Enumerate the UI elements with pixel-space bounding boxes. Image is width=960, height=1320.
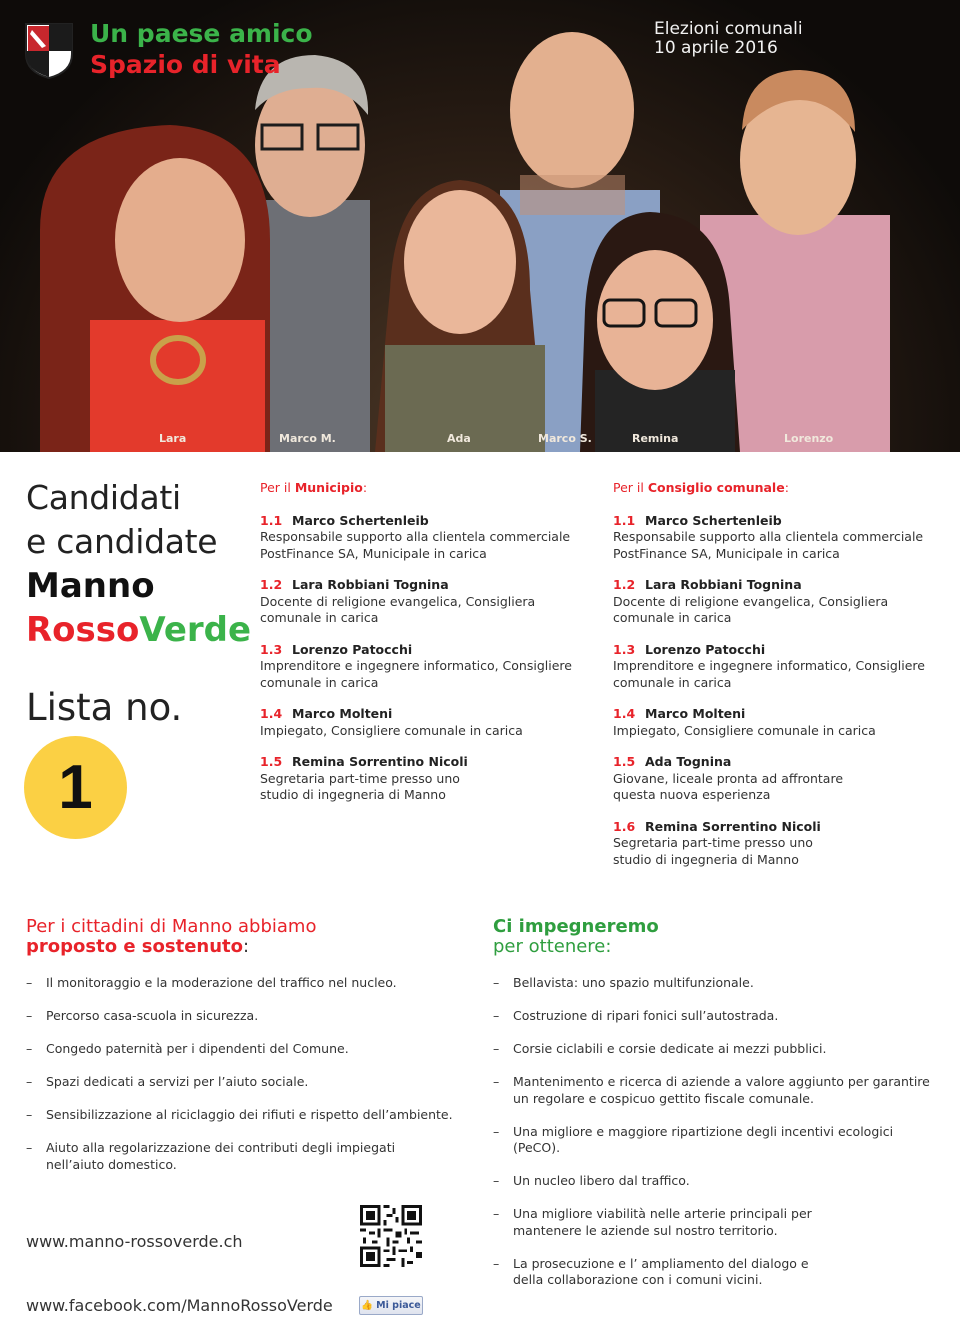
candidate-name: Ada Tognina [645, 754, 732, 769]
goals-heading-line-2: per ottenere: [493, 936, 612, 957]
list-item: – La prosecuzione e l’ ampliamento del dialogo e della collaborazione con i comuni vicini. [493, 1255, 809, 1287]
list-item: – Costruzione di ripari fonici sull’autostrada. [493, 1008, 779, 1023]
candidate-number: 1.4 [260, 706, 283, 721]
list-item: – Una migliore e maggiore ripartizione degli incentivi ecologici (PeCO). [493, 1123, 894, 1155]
candidate-number: 1.3 [260, 641, 283, 657]
list-item-text: Corsie ciclabili e corsie dedicate ai mezzi pubblici. [513, 1041, 827, 1056]
list-item: – Una migliore viabilità nelle arterie principali per mantenere le aziende sul nostro territorio. [493, 1206, 812, 1238]
list-item-text: Il monitoraggio e la moderazione del traffico nel nucleo. [46, 975, 397, 990]
candidate-name: Marco Molteni [645, 706, 746, 721]
candidate-name: Lorenzo Patocchi [645, 641, 766, 657]
candidate-item [260, 754, 600, 804]
candidate-number: 1.5 [613, 754, 636, 769]
photo-label-marco-s: Marco S. [538, 432, 592, 445]
consiglio-heading [613, 480, 953, 497]
photo-label-lorenzo: Lorenzo [784, 432, 834, 445]
list-item: – Corsie ciclabili e corsie dedicate ai mezzi pubblici. [493, 1041, 827, 1056]
candidate-number: 1.1 [613, 512, 636, 528]
candidate-number: 1.5 [260, 754, 283, 769]
achievements-section [26, 917, 466, 1190]
qr-code-icon [360, 1205, 422, 1267]
candidate-item [260, 513, 600, 563]
election-day: 10 aprile 2016 [654, 38, 778, 58]
municipio-heading-suffix: : [362, 480, 368, 495]
candidate-description: Giovane, liceale pronta ad affrontare questa nuova esperienza [613, 770, 844, 802]
goals-list [493, 975, 933, 1289]
achievements-heading-suffix: : [243, 936, 250, 957]
list-item-text: Aiuto alla regolarizzazione dei contributi degli impiegati nell’aiuto domestico. [46, 1140, 396, 1172]
election-title: Elezioni comunali [654, 19, 803, 39]
party-name-green: Verde [139, 610, 252, 650]
candidate-name: Lara Robbiani Tognina [292, 577, 449, 592]
candidate-item [260, 706, 600, 739]
slogan-line-2: Spazio di vita [90, 50, 281, 79]
slogan [90, 18, 313, 80]
candidate-number: 1.4 [613, 706, 636, 721]
like-button[interactable] [359, 1296, 423, 1315]
list-item: – Il monitoraggio e la moderazione del traffico nel nucleo. [26, 975, 397, 990]
list-item-text: Percorso casa-scuola in sicurezza. [46, 1008, 259, 1023]
candidate-name: Marco Schertenleib [292, 512, 429, 528]
candidate-name: Remina Sorrentino Nicoli [645, 818, 821, 834]
goals-section [493, 917, 933, 1305]
party-name-red: Rosso [26, 610, 140, 650]
candidate-number: 1.2 [260, 577, 283, 592]
consiglio-candidates [613, 480, 953, 883]
candidate-name: Lara Robbiani Tognina [645, 577, 802, 592]
list-item: – Percorso casa-scuola in sicurezza. [26, 1008, 259, 1023]
candidate-name: Lorenzo Patocchi [292, 641, 413, 657]
list-label: Lista no. [26, 686, 183, 729]
list-item-text: Congedo paternità per i dipendenti del Comune. [46, 1041, 349, 1056]
hero-photo [0, 0, 960, 452]
achievements-heading-line-2 [26, 937, 466, 957]
candidate-name: Marco Molteni [292, 706, 393, 721]
list-item-text: La prosecuzione e l’ ampliamento del dialogo e della collaborazione con i comuni vicini. [513, 1255, 809, 1287]
consiglio-heading-suffix: : [784, 480, 789, 495]
list-item: – Mantenimento e ricerca di aziende a valore aggiunto per garantire un regolare e cospicuo gettito fiscale comunale. [493, 1074, 930, 1106]
candidate-item [613, 513, 953, 563]
candidate-description: Segretaria part-time presso uno studio di ingegneria di Manno [260, 770, 460, 802]
goals-heading-line-1: Ci impegneremo [493, 916, 659, 937]
list-item: – Aiuto alla regolarizzazione dei contributi degli impiegati nell’aiuto domestico. [26, 1140, 396, 1172]
municipio-heading [260, 480, 600, 497]
candidate-name: Marco Schertenleib [645, 512, 782, 528]
list-item-text: Una migliore e maggiore ripartizione degli incentivi ecologici (PeCO). [513, 1123, 894, 1155]
facebook-link[interactable]: www.facebook.com/MannoRossoVerde [26, 1296, 333, 1315]
candidate-description: Imprenditore e ingegnere informatico, Consigliere comunale in carica [613, 658, 925, 690]
candidate-description: Segretaria part-time presso uno studio di ingegneria di Manno [613, 835, 813, 867]
municipio-heading-name: Municipio [294, 480, 363, 495]
title-town: Manno [26, 566, 155, 606]
candidate-item [613, 642, 953, 692]
title-line-2: e candidate [26, 522, 218, 561]
list-number: 1 [58, 753, 93, 822]
website-link[interactable]: www.manno-rossoverde.ch [26, 1232, 243, 1251]
page-title [26, 476, 252, 652]
municipio-heading-prefix: Per il [260, 480, 295, 495]
photo-label-marco-m: Marco M. [279, 432, 336, 445]
achievements-list [26, 975, 466, 1173]
candidate-description: Responsabile supporto alla clientela commerciale PostFinance SA, Municipale in carica [613, 529, 924, 561]
list-item: – Bellavista: uno spazio multifunzionale. [493, 975, 754, 990]
photo-label-remina: Remina [632, 432, 679, 445]
candidate-number: 1.2 [613, 577, 636, 592]
candidate-item [613, 819, 953, 869]
list-item-text: Bellavista: uno spazio multifunzionale. [513, 975, 754, 990]
candidate-description: Impiegato, Consigliere comunale in carica [613, 722, 876, 738]
candidate-description: Responsabile supporto alla clientela commerciale PostFinance SA, Municipale in carica [260, 529, 571, 561]
list-item-text: Costruzione di ripari fonici sull’autostrada. [513, 1008, 779, 1023]
thumbs-up-icon: 👍 [361, 1300, 374, 1311]
candidate-description: Impiegato, Consigliere comunale in carica [260, 722, 523, 738]
list-item: – Congedo paternità per i dipendenti del Comune. [26, 1041, 349, 1056]
consiglio-heading-prefix: Per il [613, 480, 648, 495]
achievements-heading-line-1: Per i cittadini di Manno abbiamo [26, 916, 317, 937]
municipio-candidates [260, 480, 600, 819]
list-number-badge [24, 736, 127, 839]
candidate-item [260, 642, 600, 692]
list-item-text: Sensibilizzazione al riciclaggio dei rifiuti e rispetto dell’ambiente. [46, 1107, 453, 1122]
list-item: – Un nucleo libero dal traffico. [493, 1173, 690, 1188]
list-item-text: Spazi dedicati a servizi per l’aiuto sociale. [46, 1074, 309, 1089]
election-date [654, 20, 803, 58]
list-item-text: Una migliore viabilità nelle arterie principali per mantenere le aziende sul nostro territorio. [513, 1206, 812, 1238]
candidate-name: Remina Sorrentino Nicoli [292, 754, 468, 769]
candidate-number: 1.6 [613, 818, 636, 834]
candidate-item [613, 577, 953, 627]
candidate-number: 1.1 [260, 512, 283, 528]
list-item: – Spazi dedicati a servizi per l’aiuto sociale. [26, 1074, 309, 1089]
title-line-1: Candidati [26, 478, 181, 517]
candidate-item [613, 754, 953, 804]
manno-crest-logo [24, 22, 74, 80]
candidate-number: 1.3 [613, 641, 636, 657]
photo-label-lara: Lara [159, 432, 187, 445]
list-item: – Sensibilizzazione al riciclaggio dei rifiuti e rispetto dell’ambiente. [26, 1107, 453, 1122]
party-name [26, 608, 252, 652]
candidate-description: Imprenditore e ingegnere informatico, Consigliere comunale in carica [260, 658, 572, 690]
consiglio-heading-name: Consiglio comunale [647, 480, 785, 495]
photo-label-ada: Ada [447, 432, 471, 445]
candidate-item [260, 577, 600, 627]
achievements-heading-bold: proposto e sostenuto [26, 936, 244, 957]
candidate-description: Docente di religione evangelica, Consigliera comunale in carica [260, 593, 536, 625]
like-button-label: Mi piace [376, 1300, 421, 1311]
candidate-description: Docente di religione evangelica, Consigliera comunale in carica [613, 593, 889, 625]
candidate-item [613, 706, 953, 739]
slogan-line-1: Un paese amico [90, 19, 313, 48]
list-item-text: Un nucleo libero dal traffico. [513, 1173, 690, 1188]
list-item-text: Mantenimento e ricerca di aziende a valore aggiunto per garantire un regolare e cospicuo gettito fiscale comunale. [513, 1074, 930, 1106]
